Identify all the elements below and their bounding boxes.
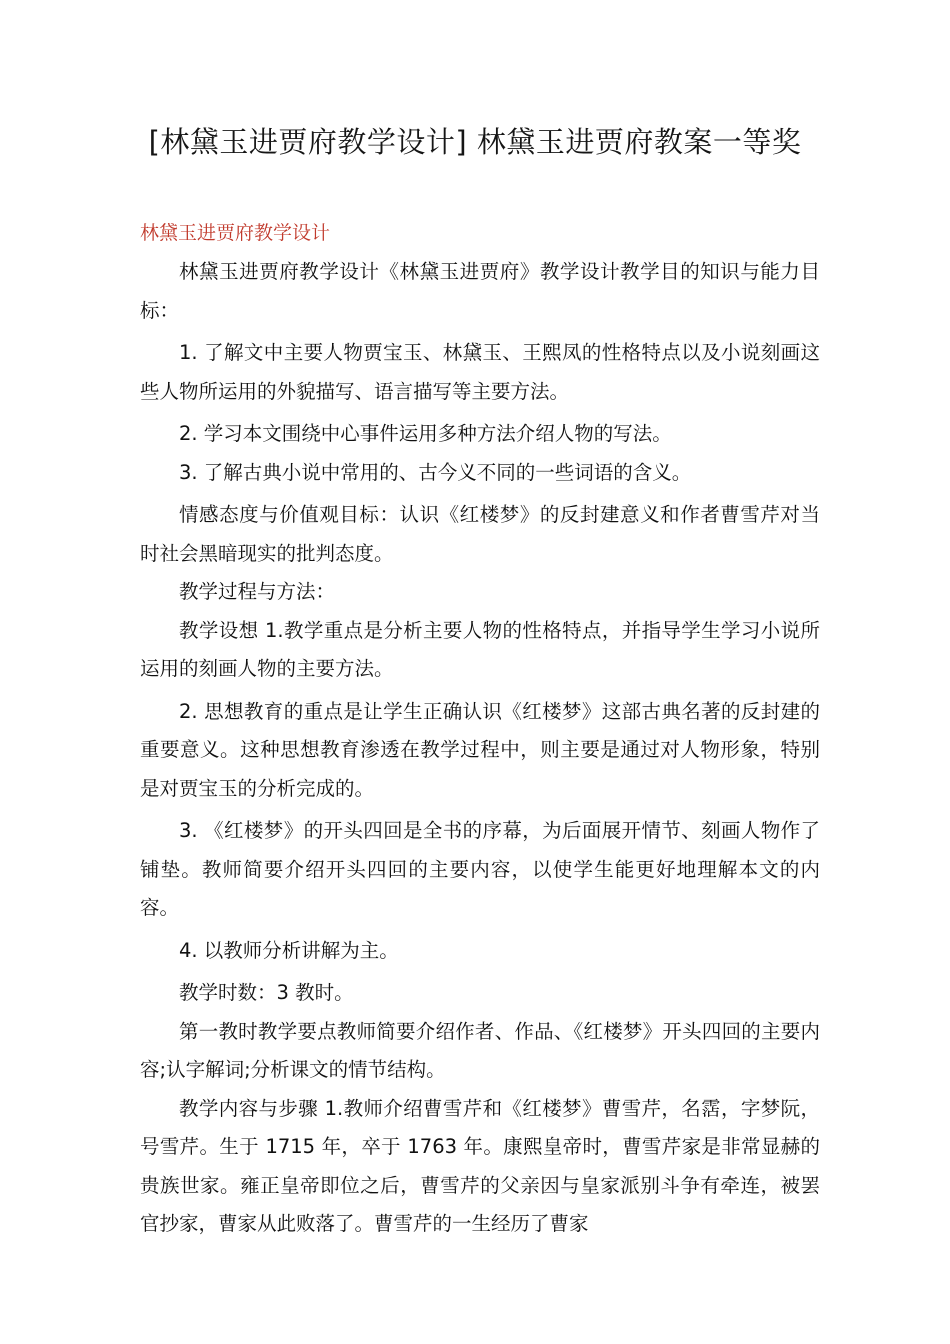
paragraph-emotion-goal: 情感态度与价值观目标：认识《红楼梦》的反封建意义和作者曹雪芹对当时社会黑暗现实的批判态度。 xyxy=(140,503,820,565)
paragraph-steps: 教学内容与步骤 1.教师介绍曹雪芹和《红楼梦》曹雪芹，名霑，字梦阮，号雪芹。生于 1715 年，卒于 1763 年。康熙皇帝时，曹雪芹家是非常显赫的贵族世家。雍正皇帝即位之后，曹雪芹的父亲因与皇家派别斗争有牵连，被罢官抄家，曹家从此败落了。曹雪芹的一生经历了曹家 xyxy=(140,1096,820,1235)
paragraph-design-4: 4. 以教师分析讲解为主。 xyxy=(179,938,399,962)
paragraph-design-1: 教学设想 1.教学重点是分析主要人物的性格特点，并指导学生学习小说所运用的刻画人物的主要方法。 xyxy=(140,618,820,680)
paragraph-process-heading: 教学过程与方法： xyxy=(179,580,336,603)
paragraph-design-3: 3. 《红楼梦》的开头四回是全书的序幕，为后面展开情节、刻画人物作了铺垫。教师简要介绍开头四回的主要内容，以使学生能更好地理解本文的内容。 xyxy=(140,819,820,919)
paragraph-lesson-1: 第一教时教学要点教师简要介绍作者、作品、《红楼梦》开头四回的主要内容;认字解词;分析课文的情节结构。 xyxy=(140,1019,820,1081)
paragraph-hours: 教学时数：3 教时。 xyxy=(179,981,354,1004)
section-heading: 林黛玉进贾府教学设计 xyxy=(140,222,331,244)
document-title: [林黛玉进贾府教学设计] 林黛玉进贾府教案一等奖 xyxy=(148,125,802,159)
paragraph-objective-1: 1. 了解文中主要人物贾宝玉、林黛玉、王熙凤的性格特点以及小说刻画这些人物所运用的外貌描写、语言描写等主要方法。 xyxy=(140,341,820,403)
paragraph-objective-3: 3. 了解古典小说中常用的、古今义不同的一些词语的含义。 xyxy=(179,460,692,484)
paragraph-objective-2: 2. 学习本文围绕中心事件运用多种方法介绍人物的写法。 xyxy=(179,422,672,445)
paragraph-design-2: 2. 思想教育的重点是让学生正确认识《红楼梦》这部古典名著的反封建的重要意义。这种思想教育渗透在教学过程中，则主要是通过对人物形象，特别是对贾宝玉的分析完成的。 xyxy=(140,699,820,800)
document-body xyxy=(140,253,820,1244)
paragraph-objectives-intro: 林黛玉进贾府教学设计《林黛玉进贾府》教学设计教学目的知识与能力目标： xyxy=(140,260,820,322)
